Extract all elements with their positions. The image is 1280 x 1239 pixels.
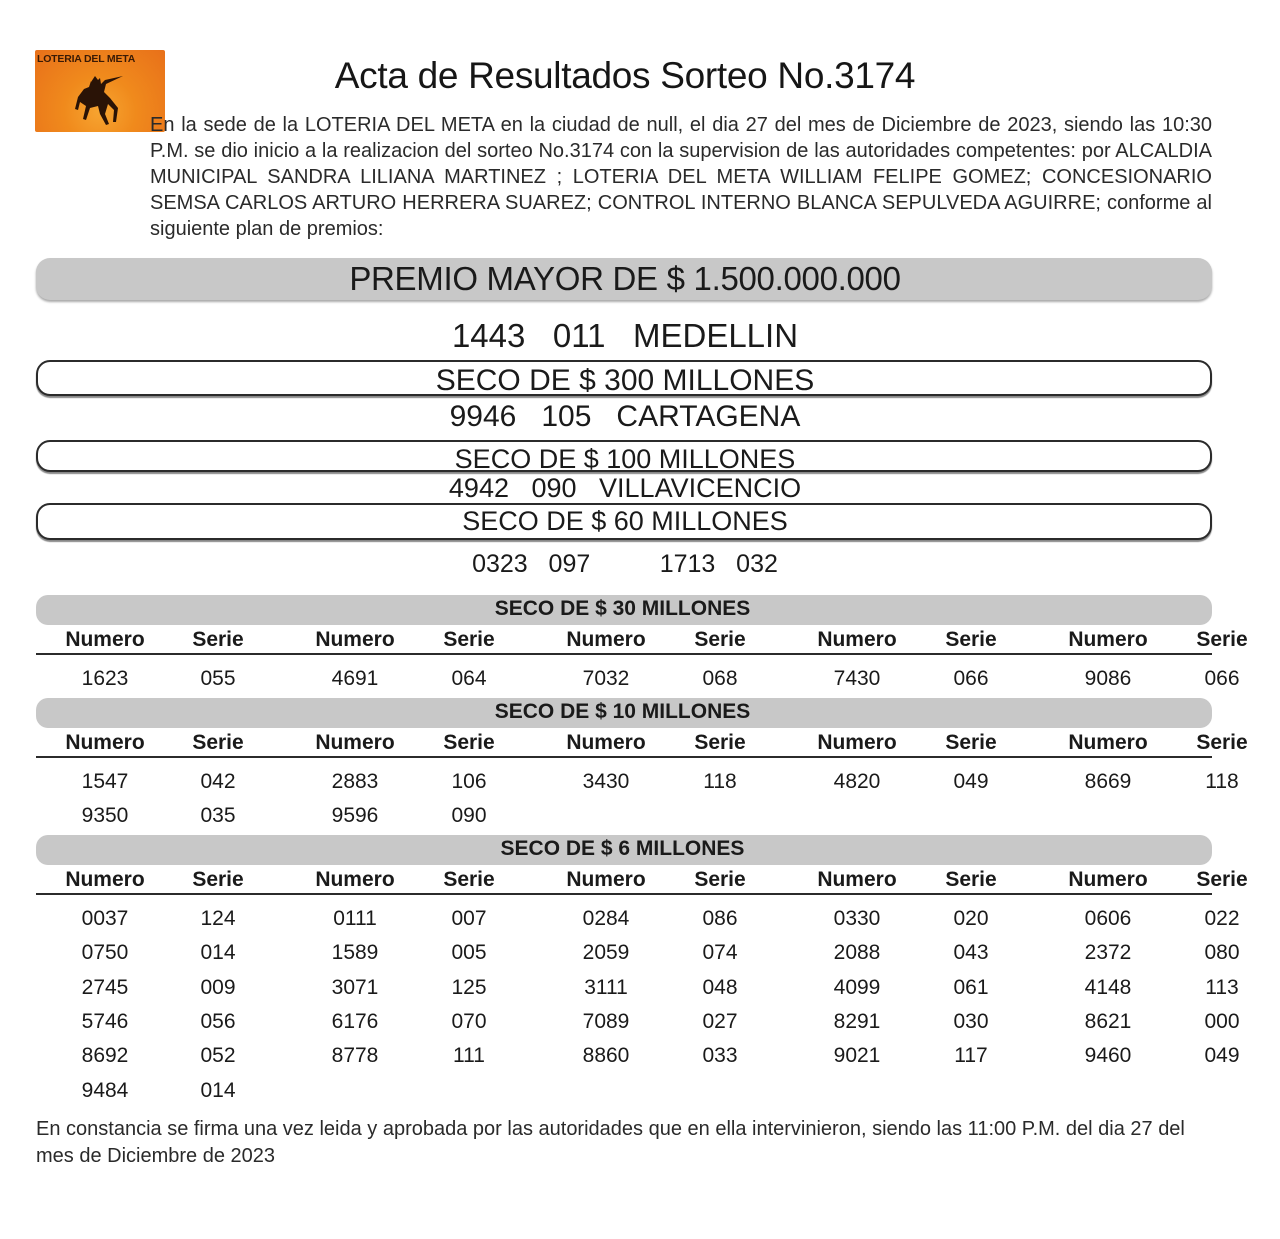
seco-60-winners: 0323 097 1713 032 [472,550,778,578]
cell-numero: 6176 [331,1009,379,1033]
table-row [0,1010,1280,1040]
cell-serie: 106 [451,770,487,793]
cell-serie: 030 [953,1009,989,1033]
cell-numero: 0750 [81,941,129,965]
cell-numero: 1623 [81,667,129,690]
cell-numero: 3111 [584,975,628,999]
cell-numero: 8669 [1084,770,1132,793]
cell-numero: 9350 [81,804,129,828]
premio-mayor-winner: 1443 011 MEDELLIN [451,317,799,354]
cell-numero: 4099 [833,975,881,999]
cell-serie: 086 [702,907,738,930]
cell-numero: 9596 [331,804,379,828]
cell-serie: 043 [953,941,989,965]
header-numero: Numero [1068,731,1148,754]
cell-serie: 033 [702,1044,738,1068]
table-row [0,770,1280,800]
header-serie: Serie [694,731,746,754]
cell-numero: 0111 [333,907,377,930]
cell-serie: 118 [703,770,737,793]
seco-100-label: SECO DE $ 100 MILLONES [454,444,796,474]
table-row [0,941,1280,971]
cell-numero: 0284 [582,907,630,930]
cell-numero: 7089 [582,1009,630,1033]
logo-text: LOTERIA DEL META [37,53,136,65]
cell-serie: 048 [702,975,738,999]
seco-300-label: SECO DE $ 300 MILLONES [435,364,815,397]
cell-numero: 9021 [833,1044,881,1068]
table-row [0,1044,1280,1074]
header-serie: Serie [1196,731,1248,754]
cell-numero: 2088 [833,941,881,965]
cell-serie: 066 [1204,667,1240,690]
cell-numero: 7032 [582,667,630,690]
cell-serie: 064 [451,667,487,690]
cell-serie: 056 [200,1009,236,1033]
header-numero: Numero [315,868,395,891]
cell-serie: 014 [200,941,236,965]
cell-serie: 022 [1204,907,1240,930]
cell-numero: 1547 [81,770,129,793]
cell-serie: 118 [1205,770,1239,793]
cell-serie: 061 [953,975,989,999]
page-title: Acta de Resultados Sorteo No.3174 [334,55,916,96]
cell-numero: 9484 [81,1078,129,1102]
table-row [0,667,1280,697]
cell-numero: 2883 [331,770,379,793]
header-serie: Serie [1196,868,1248,891]
cell-serie: 111 [453,1044,485,1068]
cell-serie: 049 [953,770,989,793]
cell-numero: 4820 [833,770,881,793]
table-header [0,628,1280,652]
header-serie: Serie [945,628,997,651]
seco-100-winner: 4942 090 VILLAVICENCIO [448,473,802,503]
seco-10-label: SECO DE $ 10 MILLONES [494,700,751,723]
cell-serie: 066 [953,667,989,690]
header-numero: Numero [566,628,646,651]
header-divider [36,893,1212,895]
cell-serie: 124 [200,907,236,930]
header-divider [36,653,1212,655]
table-row [0,1079,1280,1109]
table-row [0,907,1280,937]
header-numero: Numero [1068,628,1148,651]
cell-numero: 3071 [331,975,379,999]
cell-numero: 8860 [582,1044,630,1068]
cell-numero: 2372 [1084,941,1132,965]
cell-serie: 042 [200,770,236,793]
seco-300-winner: 9946 105 CARTAGENA [449,400,801,433]
header-numero: Numero [817,731,897,754]
header-serie: Serie [694,868,746,891]
cell-numero: 0330 [833,907,881,930]
cell-numero: 8692 [81,1044,129,1068]
cell-serie: 117 [954,1044,988,1068]
cell-numero: 5746 [81,1009,129,1033]
header-serie: Serie [192,868,244,891]
table-row [0,976,1280,1006]
cell-serie: 027 [702,1009,738,1033]
cell-serie: 007 [451,907,487,930]
header-numero: Numero [1068,868,1148,891]
closing-statement: En constancia se firma una vez leida y aprobada por las autoridades que en ella intervinieron, siendo las 11:00 P.M. del dia 27 del mes de Diciembre de 2023 [36,1118,1185,1167]
header-numero: Numero [817,628,897,651]
cell-numero: 2745 [81,975,129,999]
seco-30-label: SECO DE $ 30 MILLONES [494,597,751,620]
header-serie: Serie [1196,628,1248,651]
cell-serie: 055 [200,667,236,690]
cell-numero: 2059 [582,941,630,965]
header-numero: Numero [817,868,897,891]
premio-mayor-label: PREMIO MAYOR DE $ 1.500.000.000 [349,260,901,297]
header-serie: Serie [694,628,746,651]
cell-serie: 005 [451,941,487,965]
seco-60-label: SECO DE $ 60 MILLONES [462,506,788,536]
cell-serie: 068 [702,667,738,690]
cell-serie: 052 [200,1044,236,1068]
cell-serie: 074 [702,941,738,965]
header-serie: Serie [192,628,244,651]
cell-serie: 009 [200,975,236,999]
header-numero: Numero [65,731,145,754]
intro-paragraph: En la sede de la LOTERIA DEL META en la ciudad de null, el dia 27 del mes de Diciembre de 2023, siendo las 10:30 P.M. se dio inicio a la realizacion del sorteo No.3174 con la supervision de las autoridades competentes: por ALCALDIA MUNICIPAL SANDRA LILIANA MARTINEZ ; LOTERIA DEL META WILLIAM FELIPE GOMEZ; CONCESIONARIO SEMSA CARLOS ARTURO HERRERA SUAREZ; CONTROL INTERNO BLANCA SEPULVEDA AGUIRRE; conforme al siguiente plan de premios: [150,114,1212,240]
table-header [0,731,1280,755]
cell-numero: 8621 [1084,1009,1132,1033]
header-serie: Serie [945,868,997,891]
cell-numero: 4148 [1084,975,1132,999]
cell-numero: 0606 [1084,907,1132,930]
cell-serie: 049 [1204,1044,1240,1068]
cell-numero: 8291 [833,1009,881,1033]
cell-serie: 125 [451,975,487,999]
header-numero: Numero [65,868,145,891]
header-numero: Numero [315,731,395,754]
header-serie: Serie [443,868,495,891]
cell-serie: 020 [953,907,989,930]
cell-serie: 014 [200,1078,236,1102]
header-numero: Numero [315,628,395,651]
cell-numero: 9086 [1084,667,1132,690]
header-numero: Numero [566,731,646,754]
cell-numero: 4691 [331,667,379,690]
cell-serie: 090 [451,804,487,828]
cell-serie: 080 [1204,941,1240,965]
header-serie: Serie [443,731,495,754]
header-serie: Serie [443,628,495,651]
table-header [0,868,1280,892]
header-serie: Serie [945,731,997,754]
cell-numero: 9460 [1084,1044,1132,1068]
header-divider [36,756,1212,758]
cell-serie: 000 [1204,1009,1240,1033]
cell-numero: 3430 [582,770,630,793]
cell-serie: 070 [451,1009,487,1033]
header-numero: Numero [65,628,145,651]
cell-numero: 8778 [331,1044,379,1068]
header-numero: Numero [566,868,646,891]
cell-numero: 7430 [833,667,881,690]
header-serie: Serie [192,731,244,754]
cell-numero: 0037 [81,907,129,930]
table-row [0,804,1280,834]
cell-serie: 035 [200,804,236,828]
cell-numero: 1589 [331,941,379,965]
seco-6-label: SECO DE $ 6 MILLONES [500,837,745,860]
cell-serie: 113 [1205,975,1239,999]
